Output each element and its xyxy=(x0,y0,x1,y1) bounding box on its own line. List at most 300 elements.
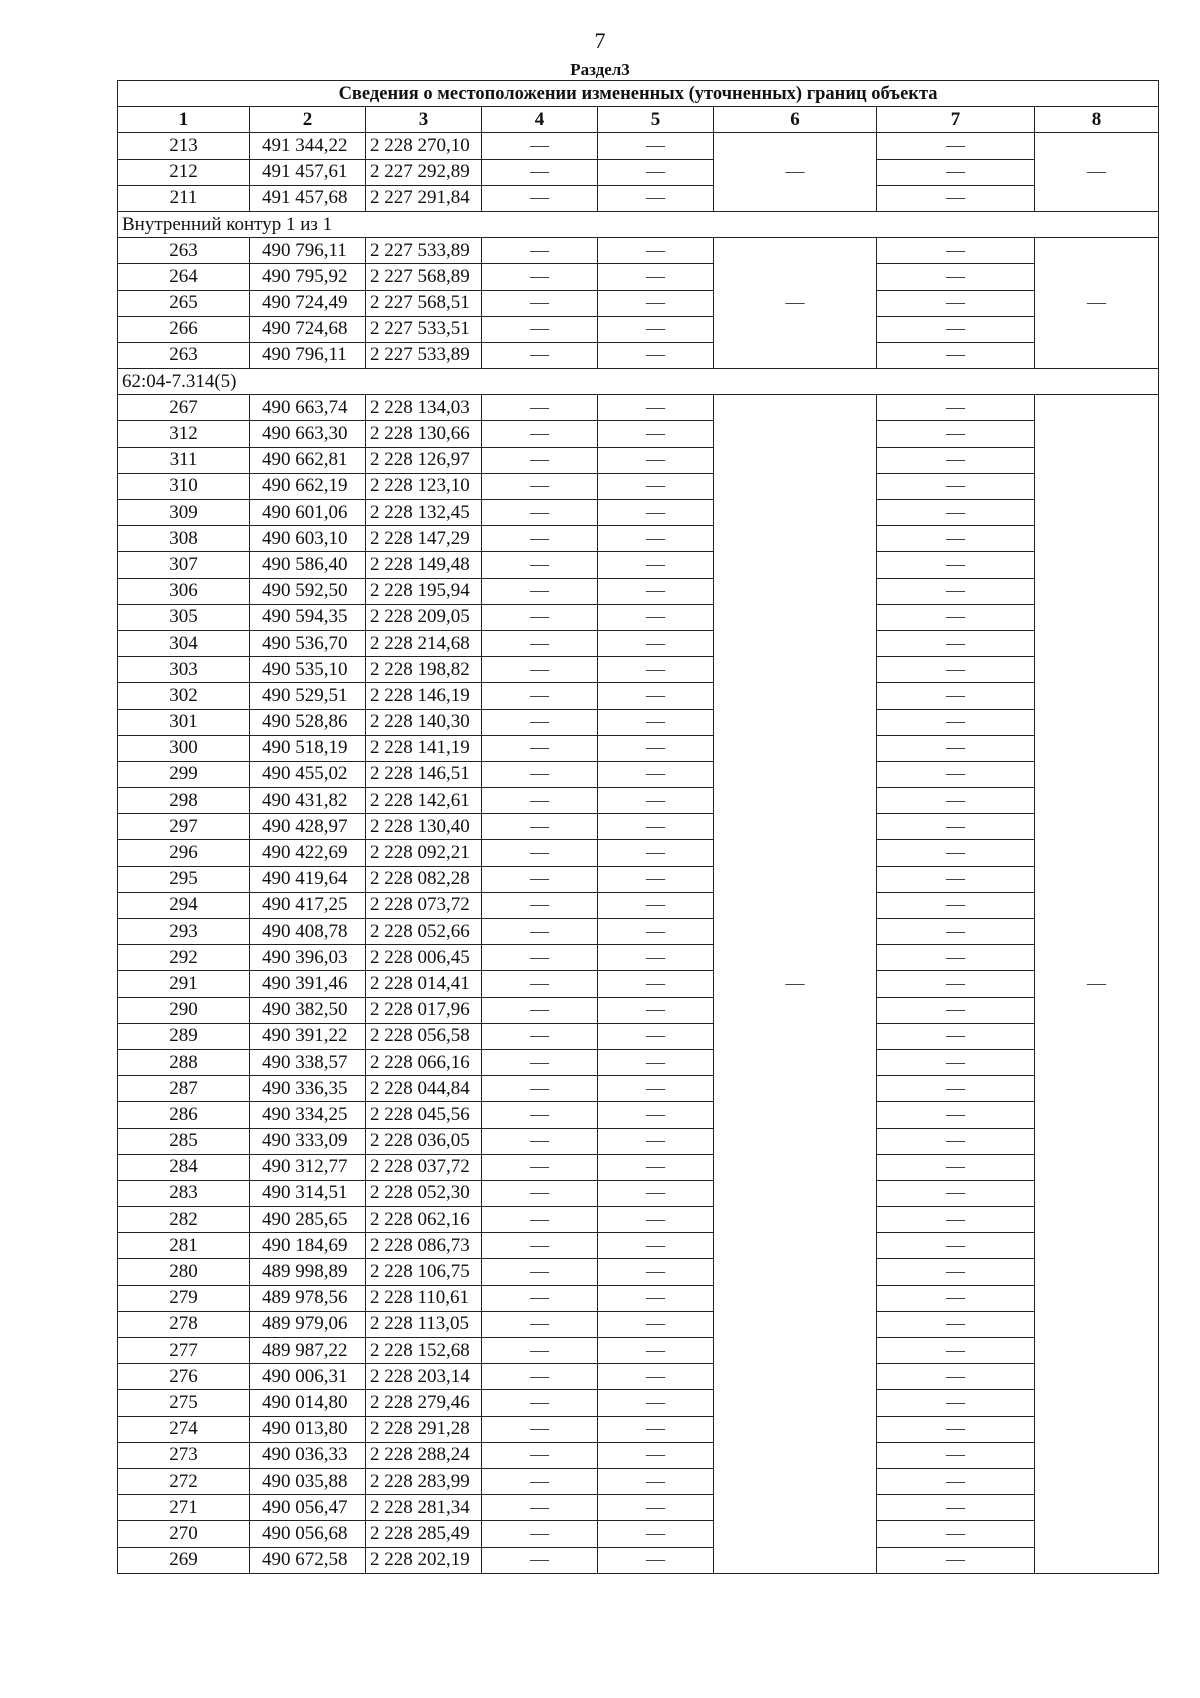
coordinate-y: 2 228 147,29 xyxy=(366,526,482,552)
column-5-dash: — xyxy=(598,1338,714,1364)
column-4-dash: — xyxy=(482,473,598,499)
table-row xyxy=(118,342,1159,368)
table-row xyxy=(118,735,1159,761)
point-number: 291 xyxy=(118,971,250,997)
column-7-dash: — xyxy=(877,1233,1035,1259)
coordinate-x: 490 333,09 xyxy=(250,1128,366,1154)
column-5-dash: — xyxy=(598,1547,714,1573)
column-4-dash: — xyxy=(482,814,598,840)
coordinate-x: 490 408,78 xyxy=(250,919,366,945)
table-row xyxy=(118,1338,1159,1364)
coordinate-y: 2 228 123,10 xyxy=(366,473,482,499)
column-4-dash: — xyxy=(482,657,598,683)
table-row xyxy=(118,1547,1159,1573)
column-4-dash: — xyxy=(482,735,598,761)
coordinate-y: 2 228 086,73 xyxy=(366,1233,482,1259)
column-5-dash: — xyxy=(598,919,714,945)
column-6-dash: — xyxy=(714,238,877,369)
point-number: 311 xyxy=(118,447,250,473)
coordinate-x: 490 431,82 xyxy=(250,788,366,814)
coordinate-x: 490 391,46 xyxy=(250,971,366,997)
coordinate-x: 490 601,06 xyxy=(250,500,366,526)
coordinate-x: 490 594,35 xyxy=(250,604,366,630)
column-4-dash: — xyxy=(482,526,598,552)
coordinate-x: 490 417,25 xyxy=(250,892,366,918)
table-row xyxy=(118,709,1159,735)
column-4-dash: — xyxy=(482,421,598,447)
column-4-dash: — xyxy=(482,709,598,735)
column-5-dash: — xyxy=(598,892,714,918)
column-4-dash: — xyxy=(482,1233,598,1259)
column-4-dash: — xyxy=(482,788,598,814)
coordinate-y: 2 228 279,46 xyxy=(366,1390,482,1416)
coordinate-x: 490 455,02 xyxy=(250,761,366,787)
table-row xyxy=(118,1023,1159,1049)
column-4-dash: — xyxy=(482,840,598,866)
coordinate-x: 490 006,31 xyxy=(250,1364,366,1390)
column-6-dash: — xyxy=(714,133,877,212)
column-5-dash: — xyxy=(598,1154,714,1180)
column-5-dash: — xyxy=(598,342,714,368)
column-4-dash: — xyxy=(482,1442,598,1468)
table-row xyxy=(118,552,1159,578)
point-number: 212 xyxy=(118,159,250,185)
coordinate-y: 2 228 014,41 xyxy=(366,971,482,997)
column-number-row xyxy=(118,107,1159,133)
table-row xyxy=(118,1259,1159,1285)
column-7-dash: — xyxy=(877,447,1035,473)
column-7-dash: — xyxy=(877,578,1035,604)
coordinate-y: 2 227 533,89 xyxy=(366,342,482,368)
table-row xyxy=(118,238,1159,264)
table-row xyxy=(118,866,1159,892)
point-number: 266 xyxy=(118,316,250,342)
column-5-dash: — xyxy=(598,683,714,709)
coordinate-y: 2 228 130,66 xyxy=(366,421,482,447)
table-row xyxy=(118,1521,1159,1547)
table-row xyxy=(118,526,1159,552)
column-5-dash: — xyxy=(598,552,714,578)
table-row xyxy=(118,683,1159,709)
column-7-dash: — xyxy=(877,1521,1035,1547)
coordinate-x: 490 056,47 xyxy=(250,1495,366,1521)
table-row xyxy=(118,578,1159,604)
point-number: 263 xyxy=(118,342,250,368)
column-7-dash: — xyxy=(877,761,1035,787)
coordinate-y: 2 228 202,19 xyxy=(366,1547,482,1573)
point-number: 267 xyxy=(118,395,250,421)
column-5-dash: — xyxy=(598,971,714,997)
table-row xyxy=(118,473,1159,499)
column-5-dash: — xyxy=(598,1285,714,1311)
coordinate-y: 2 228 214,68 xyxy=(366,630,482,656)
point-number: 284 xyxy=(118,1154,250,1180)
column-4-dash: — xyxy=(482,1364,598,1390)
column-4-dash: — xyxy=(482,630,598,656)
column-5-dash: — xyxy=(598,1180,714,1206)
column-5-dash: — xyxy=(598,264,714,290)
column-4-dash: — xyxy=(482,1128,598,1154)
coordinate-y: 2 228 062,16 xyxy=(366,1207,482,1233)
coordinate-y: 2 228 044,84 xyxy=(366,1076,482,1102)
column-5-dash: — xyxy=(598,1102,714,1128)
coordinate-y: 2 228 073,72 xyxy=(366,892,482,918)
coordinate-y: 2 228 106,75 xyxy=(366,1259,482,1285)
coordinate-x: 490 056,68 xyxy=(250,1521,366,1547)
table-title-row xyxy=(118,81,1159,107)
point-number: 281 xyxy=(118,1233,250,1259)
column-header-8: 8 xyxy=(1035,107,1159,133)
coordinate-x: 489 978,56 xyxy=(250,1285,366,1311)
coordinate-y: 2 227 292,89 xyxy=(366,159,482,185)
point-number: 299 xyxy=(118,761,250,787)
coordinate-y: 2 228 291,28 xyxy=(366,1416,482,1442)
coordinate-y: 2 228 288,24 xyxy=(366,1442,482,1468)
point-number: 264 xyxy=(118,264,250,290)
contour-header-row xyxy=(118,369,1159,395)
coordinate-y: 2 228 152,68 xyxy=(366,1338,482,1364)
coordinate-x: 490 396,03 xyxy=(250,945,366,971)
column-7-dash: — xyxy=(877,552,1035,578)
table-row xyxy=(118,997,1159,1023)
point-number: 307 xyxy=(118,552,250,578)
coordinate-y: 2 228 285,49 xyxy=(366,1521,482,1547)
column-header-5: 5 xyxy=(598,107,714,133)
column-4-dash: — xyxy=(482,761,598,787)
table-row xyxy=(118,500,1159,526)
column-4-dash: — xyxy=(482,316,598,342)
coordinate-y: 2 228 149,48 xyxy=(366,552,482,578)
coordinate-y: 2 228 066,16 xyxy=(366,1049,482,1075)
coordinate-x: 491 457,68 xyxy=(250,185,366,211)
table-row xyxy=(118,919,1159,945)
coordinate-y: 2 228 142,61 xyxy=(366,788,482,814)
coordinate-y: 2 228 132,45 xyxy=(366,500,482,526)
point-number: 293 xyxy=(118,919,250,945)
column-7-dash: — xyxy=(877,473,1035,499)
column-7-dash: — xyxy=(877,840,1035,866)
table-row xyxy=(118,1049,1159,1075)
coordinate-y: 2 228 052,30 xyxy=(366,1180,482,1206)
column-4-dash: — xyxy=(482,919,598,945)
column-7-dash: — xyxy=(877,1023,1035,1049)
coordinate-x: 490 529,51 xyxy=(250,683,366,709)
column-7-dash: — xyxy=(877,1442,1035,1468)
table-title: Сведения о местоположении измененных (уточненных) границ объекта xyxy=(118,81,1159,107)
coordinate-y: 2 228 198,82 xyxy=(366,657,482,683)
column-4-dash: — xyxy=(482,1285,598,1311)
column-5-dash: — xyxy=(598,421,714,447)
column-4-dash: — xyxy=(482,1468,598,1494)
coordinate-x: 490 663,74 xyxy=(250,395,366,421)
coordinate-y: 2 228 203,14 xyxy=(366,1364,482,1390)
column-7-dash: — xyxy=(877,1338,1035,1364)
contour-header-row xyxy=(118,211,1159,237)
column-4-dash: — xyxy=(482,1180,598,1206)
coordinate-y: 2 228 006,45 xyxy=(366,945,482,971)
coordinate-x: 490 014,80 xyxy=(250,1390,366,1416)
column-4-dash: — xyxy=(482,1416,598,1442)
point-number: 211 xyxy=(118,185,250,211)
point-number: 306 xyxy=(118,578,250,604)
coordinate-y: 2 228 082,28 xyxy=(366,866,482,892)
column-6-dash: — xyxy=(714,395,877,1573)
column-7-dash: — xyxy=(877,866,1035,892)
coordinate-y: 2 228 209,05 xyxy=(366,604,482,630)
contour-header: 62:04-7.314(5) xyxy=(118,369,1159,395)
column-4-dash: — xyxy=(482,578,598,604)
column-5-dash: — xyxy=(598,709,714,735)
table-row xyxy=(118,447,1159,473)
column-header-3: 3 xyxy=(366,107,482,133)
coordinate-y: 2 228 283,99 xyxy=(366,1468,482,1494)
column-7-dash: — xyxy=(877,1285,1035,1311)
coordinate-y: 2 228 195,94 xyxy=(366,578,482,604)
coordinate-y: 2 228 017,96 xyxy=(366,997,482,1023)
column-7-dash: — xyxy=(877,133,1035,159)
table-row xyxy=(118,1154,1159,1180)
column-7-dash: — xyxy=(877,1128,1035,1154)
point-number: 301 xyxy=(118,709,250,735)
column-7-dash: — xyxy=(877,316,1035,342)
column-4-dash: — xyxy=(482,238,598,264)
column-5-dash: — xyxy=(598,1207,714,1233)
point-number: 277 xyxy=(118,1338,250,1364)
coordinate-x: 489 979,06 xyxy=(250,1311,366,1337)
column-4-dash: — xyxy=(482,1076,598,1102)
point-number: 298 xyxy=(118,788,250,814)
column-5-dash: — xyxy=(598,1311,714,1337)
coordinate-x: 490 586,40 xyxy=(250,552,366,578)
column-7-dash: — xyxy=(877,1259,1035,1285)
point-number: 305 xyxy=(118,604,250,630)
table-row xyxy=(118,1233,1159,1259)
coordinate-y: 2 228 146,51 xyxy=(366,761,482,787)
column-4-dash: — xyxy=(482,264,598,290)
table-row xyxy=(118,185,1159,211)
column-7-dash: — xyxy=(877,971,1035,997)
coordinate-x: 490 419,64 xyxy=(250,866,366,892)
table-row xyxy=(118,133,1159,159)
point-number: 295 xyxy=(118,866,250,892)
coordinate-y: 2 227 568,51 xyxy=(366,290,482,316)
column-7-dash: — xyxy=(877,395,1035,421)
table-row xyxy=(118,945,1159,971)
point-number: 296 xyxy=(118,840,250,866)
column-4-dash: — xyxy=(482,552,598,578)
column-7-dash: — xyxy=(877,1547,1035,1573)
column-5-dash: — xyxy=(598,1468,714,1494)
column-5-dash: — xyxy=(598,1390,714,1416)
column-7-dash: — xyxy=(877,1495,1035,1521)
coordinate-y: 2 228 270,10 xyxy=(366,133,482,159)
column-5-dash: — xyxy=(598,133,714,159)
column-header-4: 4 xyxy=(482,107,598,133)
point-number: 273 xyxy=(118,1442,250,1468)
column-5-dash: — xyxy=(598,788,714,814)
coordinate-x: 490 013,80 xyxy=(250,1416,366,1442)
coordinate-y: 2 228 037,72 xyxy=(366,1154,482,1180)
coordinate-y: 2 228 126,97 xyxy=(366,447,482,473)
column-7-dash: — xyxy=(877,1076,1035,1102)
point-number: 213 xyxy=(118,133,250,159)
column-5-dash: — xyxy=(598,473,714,499)
column-5-dash: — xyxy=(598,159,714,185)
column-4-dash: — xyxy=(482,1207,598,1233)
table-row xyxy=(118,1364,1159,1390)
table-row xyxy=(118,892,1159,918)
point-number: 269 xyxy=(118,1547,250,1573)
table-row xyxy=(118,1128,1159,1154)
column-7-dash: — xyxy=(877,159,1035,185)
column-5-dash: — xyxy=(598,290,714,316)
coordinate-x: 490 036,33 xyxy=(250,1442,366,1468)
column-4-dash: — xyxy=(482,1547,598,1573)
column-5-dash: — xyxy=(598,1049,714,1075)
column-4-dash: — xyxy=(482,1495,598,1521)
column-4-dash: — xyxy=(482,1390,598,1416)
point-number: 310 xyxy=(118,473,250,499)
point-number: 309 xyxy=(118,500,250,526)
coordinate-x: 491 457,61 xyxy=(250,159,366,185)
column-7-dash: — xyxy=(877,526,1035,552)
coordinate-x: 489 987,22 xyxy=(250,1338,366,1364)
point-number: 275 xyxy=(118,1390,250,1416)
coordinate-y: 2 228 146,19 xyxy=(366,683,482,709)
column-7-dash: — xyxy=(877,342,1035,368)
point-number: 294 xyxy=(118,892,250,918)
column-8-dash: — xyxy=(1035,395,1159,1573)
point-number: 290 xyxy=(118,997,250,1023)
coordinate-y: 2 227 533,89 xyxy=(366,238,482,264)
coordinate-x: 490 603,10 xyxy=(250,526,366,552)
column-7-dash: — xyxy=(877,657,1035,683)
column-7-dash: — xyxy=(877,604,1035,630)
point-number: 303 xyxy=(118,657,250,683)
column-7-dash: — xyxy=(877,264,1035,290)
coordinate-x: 490 662,81 xyxy=(250,447,366,473)
coordinate-x: 490 314,51 xyxy=(250,1180,366,1206)
column-7-dash: — xyxy=(877,735,1035,761)
table-row xyxy=(118,1468,1159,1494)
point-number: 270 xyxy=(118,1521,250,1547)
column-5-dash: — xyxy=(598,735,714,761)
column-4-dash: — xyxy=(482,945,598,971)
column-7-dash: — xyxy=(877,1180,1035,1206)
point-number: 271 xyxy=(118,1495,250,1521)
column-4-dash: — xyxy=(482,185,598,211)
column-5-dash: — xyxy=(598,578,714,604)
coordinate-y: 2 228 036,05 xyxy=(366,1128,482,1154)
column-5-dash: — xyxy=(598,316,714,342)
point-number: 265 xyxy=(118,290,250,316)
coordinate-y: 2 228 134,03 xyxy=(366,395,482,421)
column-7-dash: — xyxy=(877,630,1035,656)
column-5-dash: — xyxy=(598,447,714,473)
point-number: 312 xyxy=(118,421,250,447)
table-row xyxy=(118,264,1159,290)
coordinate-y: 2 228 113,05 xyxy=(366,1311,482,1337)
coordinate-x: 490 428,97 xyxy=(250,814,366,840)
column-4-dash: — xyxy=(482,290,598,316)
coordinate-x: 490 592,50 xyxy=(250,578,366,604)
coordinate-x: 490 184,69 xyxy=(250,1233,366,1259)
column-4-dash: — xyxy=(482,395,598,421)
table-row xyxy=(118,657,1159,683)
coordinate-y: 2 228 056,58 xyxy=(366,1023,482,1049)
point-number: 302 xyxy=(118,683,250,709)
coordinate-x: 489 998,89 xyxy=(250,1259,366,1285)
column-4-dash: — xyxy=(482,1023,598,1049)
column-4-dash: — xyxy=(482,500,598,526)
column-4-dash: — xyxy=(482,892,598,918)
column-5-dash: — xyxy=(598,500,714,526)
table-row xyxy=(118,421,1159,447)
column-4-dash: — xyxy=(482,997,598,1023)
column-7-dash: — xyxy=(877,238,1035,264)
column-7-dash: — xyxy=(877,1049,1035,1075)
point-number: 263 xyxy=(118,238,250,264)
column-7-dash: — xyxy=(877,892,1035,918)
point-number: 286 xyxy=(118,1102,250,1128)
point-number: 274 xyxy=(118,1416,250,1442)
table-row xyxy=(118,1416,1159,1442)
column-7-dash: — xyxy=(877,683,1035,709)
column-5-dash: — xyxy=(598,1233,714,1259)
table-row xyxy=(118,1311,1159,1337)
column-5-dash: — xyxy=(598,238,714,264)
coordinate-y: 2 228 141,19 xyxy=(366,735,482,761)
coordinate-x: 490 336,35 xyxy=(250,1076,366,1102)
coordinate-x: 490 338,57 xyxy=(250,1049,366,1075)
table-row xyxy=(118,1442,1159,1468)
table-row xyxy=(118,290,1159,316)
column-7-dash: — xyxy=(877,1390,1035,1416)
column-7-dash: — xyxy=(877,1207,1035,1233)
coordinate-y: 2 228 281,34 xyxy=(366,1495,482,1521)
column-5-dash: — xyxy=(598,1076,714,1102)
column-4-dash: — xyxy=(482,159,598,185)
column-7-dash: — xyxy=(877,997,1035,1023)
column-7-dash: — xyxy=(877,945,1035,971)
coordinate-x: 490 285,65 xyxy=(250,1207,366,1233)
column-5-dash: — xyxy=(598,761,714,787)
coordinate-x: 491 344,22 xyxy=(250,133,366,159)
coordinate-x: 490 536,70 xyxy=(250,630,366,656)
column-7-dash: — xyxy=(877,814,1035,840)
column-7-dash: — xyxy=(877,709,1035,735)
column-5-dash: — xyxy=(598,604,714,630)
column-7-dash: — xyxy=(877,185,1035,211)
column-5-dash: — xyxy=(598,945,714,971)
table-row xyxy=(118,1180,1159,1206)
point-number: 288 xyxy=(118,1049,250,1075)
column-4-dash: — xyxy=(482,1338,598,1364)
column-4-dash: — xyxy=(482,1259,598,1285)
point-number: 276 xyxy=(118,1364,250,1390)
table-row xyxy=(118,1495,1159,1521)
coordinate-x: 490 672,58 xyxy=(250,1547,366,1573)
column-4-dash: — xyxy=(482,133,598,159)
coordinate-x: 490 422,69 xyxy=(250,840,366,866)
coordinate-x: 490 334,25 xyxy=(250,1102,366,1128)
column-4-dash: — xyxy=(482,1521,598,1547)
coordinate-x: 490 535,10 xyxy=(250,657,366,683)
column-7-dash: — xyxy=(877,290,1035,316)
coordinate-x: 490 796,11 xyxy=(250,238,366,264)
coordinate-y: 2 228 045,56 xyxy=(366,1102,482,1128)
table-row xyxy=(118,788,1159,814)
